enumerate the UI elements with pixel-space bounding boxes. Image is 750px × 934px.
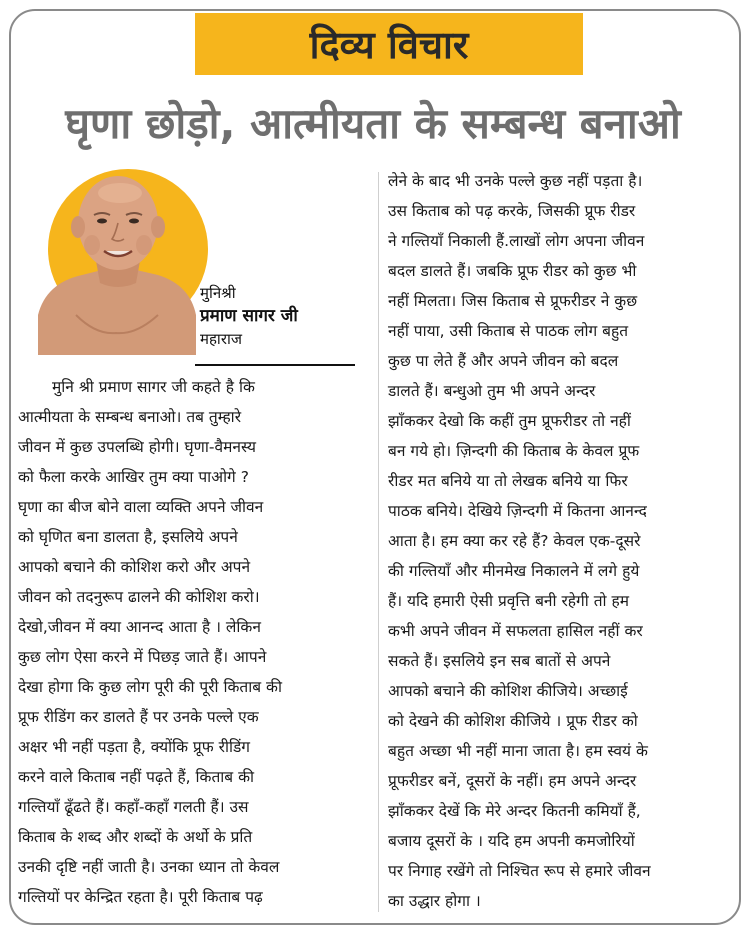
column-divider (378, 172, 379, 912)
byline-rule (195, 364, 355, 366)
author-photo (36, 165, 196, 355)
author-title: मुनिश्री (200, 284, 236, 302)
article-body-left-column: मुनि श्री प्रमाण सागर जी कहते है कि आत्मीयता के सम्बन्ध बनाओ। तब तुम्हारे जीवन में कुछ उपलब्धि होगी। घृणा-वैमनस्य को फैला करके आखिर तुम क्या पाओगे ? घृणा का बीज बोने वाला व्यक्ति अपने जीवन को घृणित बना डालता है, इसलिये अपने आपको बचाने की कोशिश करो और अपने जीवन को तदनुरूप ढालने की कोशिश करो। देखो,जीवन में क्या आनन्द आता है । लेकिन कुछ लोग ऐसा करने में पिछड़ जाते हैं। आपने देखा होगा कि कुछ लोग पूरी की पूरी किताब की प्रूफ रीडिंग कर डालते हैं पर उनके पल्ले एक अक्षर भी नहीं पड़ता है, क्योंकि प्रूफ रीडिंग करने वाले किताब नहीं पढ़ते हैं, किताब की गल्तियाँ ढूँढते हैं। कहाँ-कहाँ गलती हैं। उस किताब के शब्द और शब्दों के अर्थो के प्रति उनकी दृष्टि नहीं जाती है। उनका ध्यान तो केवल गल्तियों पर केन्द्रित रहता है। पूरी किताब पढ़ (18, 378, 282, 906)
author-byline (200, 282, 350, 350)
article-body-right-column: लेने के बाद भी उनके पल्ले कुछ नहीं पड़ता है। उस किताब को पढ़ करके, जिसकी प्रूफ रीडर ने गल्तियाँ निकाली हैं.लाखों लोग अपना जीवन बदल डालते हैं। जबकि प्रूफ रीडर को कुछ भी नहीं मिलता। जिस किताब से प्रूफरीडर ने कुछ नहीं पाया, उसी किताब से पाठक लोग बहुत कुछ पा लेते हैं और अपने जीवन को बदल डालते हैं। बन्धुओ तुम भी अपने अन्दर झाँककर देखो कि कहीं तुम प्रूफरीडर तो नहीं बन गये हो। ज़िन्दगी की किताब के केवल प्रूफ रीडर मत बनिये या तो लेखक बनिये या फिर पाठक बनिये। देखिये ज़िन्दगी में कितना आनन्द आता है। हम क्या कर रहे हैं? केवल एक-दूसरे की गल्तियाँ और मीनमेख निकालने में लगे हुये हैं। यदि हमारी ऐसी प्रवृत्ति बनी रहेगी तो हम कभी अपने जीवन में सफलता हासिल नहीं कर सकते हैं। इसलिये इन सब बातों से अपने आपको बचाने की कोशिश कीजिये। अच्छाई को देखने की कोशिश कीजिये । प्रूफ रीडर को बहुत अच्छा भी नहीं माना जाता है। हम स्वयं के प्रूफरीडर बनें, दूसरों के नहीं। हम अपने अन्दर झाँककर देखें कि मेरे अन्दर कितनी कमियाँ हैं, बजाय दूसरों के । यदि हम अपनी कमजोरियों पर निगाह रखेंगे तो निश्चित रूप से हमारे जीवन का उद्धार होगा । (388, 172, 651, 910)
author-name: प्रमाण सागर जी (200, 306, 298, 326)
author-suffix: महाराज (200, 330, 242, 348)
article-headline: घृणा छोड़ो, आत्मीयता के सम्बन्ध बनाओ (65, 99, 681, 148)
author-portrait-image (36, 165, 196, 355)
section-title: दिव्य विचार (309, 23, 469, 67)
section-banner (195, 13, 583, 75)
